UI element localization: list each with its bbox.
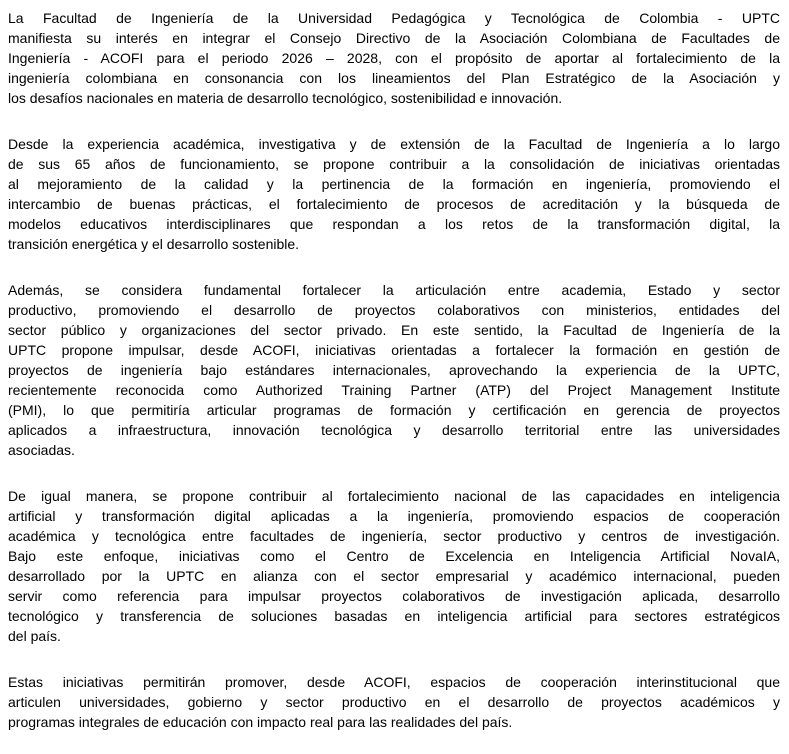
text-line: transición energética y el desarrollo sostenible. (8, 236, 300, 252)
paragraph (8, 8, 780, 108)
text-line: del país. (8, 628, 61, 644)
text-line: servir como referencia para impulsar proyectos colaborativos de investigación aplicada, desarrollo (8, 588, 780, 604)
text-line: articulen universidades, gobierno y sector productivo en el desarrollo de proyectos académicos y (8, 694, 780, 710)
text-line: tecnológico y transferencia de soluciones basadas en inteligencia artificial para sectores estratégicos (8, 608, 780, 624)
text-line: modelos educativos interdisciplinares que respondan a los retos de la transformación digital, la (8, 216, 780, 232)
text-line: De igual manera, se propone contribuir al fortalecimiento nacional de las capacidades en inteligencia (8, 488, 780, 504)
text-line: los desafíos nacionales en materia de desarrollo tecnológico, sostenibilidad e innovación. (8, 90, 563, 106)
text-line: manifiesta su interés en integrar el Consejo Directivo de la Asociación Colombiana de Facultades de (8, 30, 780, 46)
text-line: al mejoramiento de la calidad y la pertinencia de la formación en ingeniería, promoviendo el (8, 176, 780, 192)
text-line: Además, se considera fundamental fortalecer la articulación entre academia, Estado y sector (8, 282, 780, 298)
text-line: Desde la experiencia académica, investigativa y de extensión de la Facultad de Ingeniería a lo largo (8, 136, 780, 152)
text-line: Ingeniería - ACOFI para el periodo 2026 – 2028, con el propósito de aportar al fortalecimiento de la (8, 50, 780, 66)
text-line: de sus 65 años de funcionamiento, se propone contribuir a la consolidación de iniciativas orientadas (8, 156, 780, 172)
text-line: UPTC propone impulsar, desde ACOFI, iniciativas orientadas a fortalecer la formación en gestión de (8, 342, 780, 358)
text-line: desarrollado por la UPTC en alianza con el sector empresarial y académico internacional, pueden (8, 568, 780, 584)
text-line: académica y tecnológica entre facultades de ingeniería, sector productivo y centros de investigación. (8, 528, 780, 544)
paragraph (8, 280, 780, 460)
text-line: asociadas. (8, 442, 75, 458)
text-line: intercambio de buenas prácticas, el fortalecimiento de procesos de acreditación y la búsqueda de (8, 196, 780, 212)
text-line: proyectos de ingeniería bajo estándares internacionales, aprovechando la experiencia de la UPTC, (8, 362, 780, 378)
text-line: aplicados a infraestructura, innovación tecnológica y desarrollo territorial entre las universidades (8, 422, 780, 438)
text-line: sector público y organizaciones del sector privado. En este sentido, la Facultad de Ingeniería de la (8, 322, 780, 338)
paragraph (8, 672, 780, 732)
text-line: artificial y transformación digital aplicadas a la ingeniería, promoviendo espacios de cooperación (8, 508, 780, 524)
paragraph (8, 134, 780, 254)
text-line: Estas iniciativas permitirán promover, desde ACOFI, espacios de cooperación interinstitucional que (8, 674, 780, 690)
text-line: ingeniería colombiana en consonancia con los lineamientos del Plan Estratégico de la Asociación y (8, 70, 780, 86)
text-line: recientemente reconocida como Authorized Training Partner (ATP) del Project Management Institute (8, 382, 780, 398)
text-line: Bajo este enfoque, iniciativas como el Centro de Excelencia en Inteligencia Artificial NovaIA, (8, 548, 780, 564)
text-line: La Facultad de Ingeniería de la Universidad Pedagógica y Tecnológica de Colombia - UPTC (8, 10, 780, 26)
text-line: (PMI), lo que permitiría articular programas de formación y certificación en gerencia de proyectos (8, 402, 780, 418)
text-line: programas integrales de educación con impacto real para las realidades del país. (8, 714, 513, 730)
paragraph (8, 486, 780, 646)
text-line: productivo, promoviendo el desarrollo de proyectos colaborativos con ministerios, entidades del (8, 302, 780, 318)
